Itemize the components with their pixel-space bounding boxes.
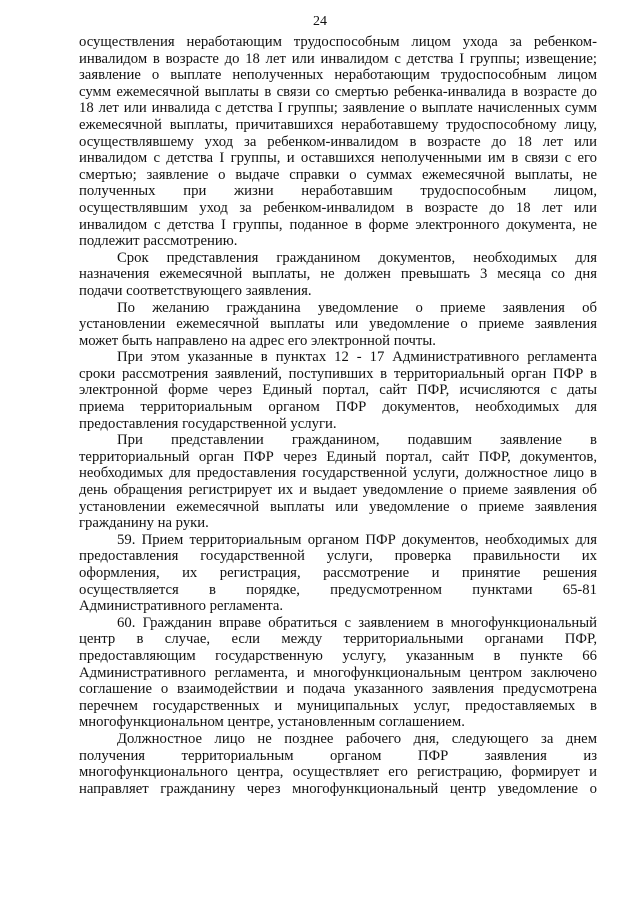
text-line: сроки рассмотрения заявлений, поступивших в территориальный орган ПФР в	[79, 365, 597, 382]
text-line: установлении ежемесячной выплаты или уведомление о приеме заявления	[79, 498, 597, 515]
text-line: Срок представления гражданином документов, необходимых для	[117, 249, 597, 266]
text-line: осуществлявшим уход за ребенком-инвалидом в возрасте до 18 лет или	[79, 199, 597, 216]
text-line: заявление о выплате неполученных неработающим трудоспособным лицом	[79, 67, 597, 84]
paragraph-item-60	[79, 615, 597, 731]
text-line: 60. Гражданин вправе обратиться с заявлением в многофункциональный	[117, 614, 597, 631]
paragraph-8	[79, 731, 597, 797]
document-body	[79, 34, 597, 797]
text-line: центр в случае, если между территориальными органами ПФР,	[79, 631, 597, 648]
text-line: направляет гражданину через многофункциональный центр уведомление о	[79, 780, 597, 797]
text-line: подлежит рассмотрению.	[79, 233, 238, 250]
paragraph-1	[79, 34, 597, 250]
text-line: инвалидом с детства I группы, поданное в форме электронного документа, не	[79, 216, 597, 233]
text-line: получения территориальным органом ПФР заявления из	[79, 747, 597, 764]
text-line: назначения ежемесячной выплаты, не должен превышать 3 месяца со дня	[79, 266, 597, 283]
text-line: осуществления неработающим трудоспособным лицом ухода за ребенком-	[79, 34, 597, 50]
text-line: По желанию гражданина уведомление о приеме заявления об	[117, 299, 597, 316]
paragraph-3	[79, 300, 597, 350]
text-line: Административного регламента.	[79, 598, 284, 615]
text-line: перечнем государственных и муниципальных услуг, предоставляемых в	[79, 697, 597, 714]
text-line: полученных при жизни неработавшим трудоспособным лицом,	[79, 183, 597, 200]
text-line: может быть направлено на адрес его электронной почты.	[79, 332, 436, 349]
text-line: предоставления государственной услуги.	[79, 415, 337, 432]
text-line: инвалидом с детства I группы, и оставшихся неполученными им в связи с его	[79, 150, 597, 167]
text-line: электронной форме через Единый портал, сайт ПФР, исчисляются с даты	[79, 382, 597, 399]
text-line: осуществляется в порядке, предусмотренном пунктами 65-81	[79, 581, 597, 598]
text-line: При представлении гражданином, подавшим заявление в	[117, 432, 597, 449]
text-line: осуществлявшему уход за ребенком-инвалидом в возрасте до 18 лет или	[79, 133, 597, 150]
text-line: предоставляющим государственную услугу, указанным в пункте 66	[79, 647, 597, 664]
text-line: сумм ежемесячной выплаты в связи со смертью ребенка-инвалида в возрасте до	[79, 83, 597, 100]
text-line: приема территориальным органом ПФР документов, необходимых для	[79, 399, 597, 416]
text-line: инвалидом в возрасте до 18 лет или инвалидом с детства I группы; извещение;	[79, 50, 597, 67]
text-line: Должностное лицо не позднее рабочего дня, следующего за днем	[117, 730, 597, 747]
text-line: установлении ежемесячной выплаты или уведомление о приеме заявления	[79, 316, 597, 333]
text-line: Административного регламента, и многофункциональным центром заключено	[79, 664, 597, 681]
paragraph-4	[79, 349, 597, 432]
paragraph-5	[79, 432, 597, 532]
paragraph-item-59	[79, 532, 597, 615]
text-line: гражданину на руки.	[79, 515, 209, 532]
page-number: 24	[313, 14, 327, 29]
text-line: подачи соответствующего заявления.	[79, 282, 312, 299]
text-line: оформления, их регистрация, рассмотрение и принятие решения	[79, 565, 597, 581]
paragraph-2	[79, 250, 597, 300]
text-line: При этом указанные в пунктах 12 - 17 Административного регламента	[117, 349, 597, 366]
text-line: многофункциональном центре, установленным соглашением.	[79, 714, 465, 731]
text-line: необходимых для предоставления государственной услуги, должностное лицо в	[79, 465, 597, 482]
text-line: смертью; заявление о выдаче справки о суммах ежемесячной выплаты, не	[79, 166, 597, 183]
text-line: территориальный орган ПФР через Единый портал, сайт ПФР, документов,	[79, 448, 597, 465]
text-line: предоставления государственной услуги, проверка правильности их	[79, 548, 597, 565]
text-line: ежемесячной выплаты, причитавшихся неработавшему трудоспособному лицу,	[79, 116, 597, 133]
text-line: многофункционального центра, осуществляет его регистрацию, формирует и	[79, 764, 597, 781]
text-line: 18 лет или инвалида с детства I группы; заявление о выплате начисленных сумм	[79, 100, 597, 117]
text-line: 59. Прием территориальным органом ПФР документов, необходимых для	[117, 531, 597, 548]
text-line: соглашение о взаимодействии и подача указанного заявления предусмотрена	[79, 681, 597, 698]
text-line: день обращения регистрирует их и выдает уведомление о приеме заявления об	[79, 482, 597, 499]
